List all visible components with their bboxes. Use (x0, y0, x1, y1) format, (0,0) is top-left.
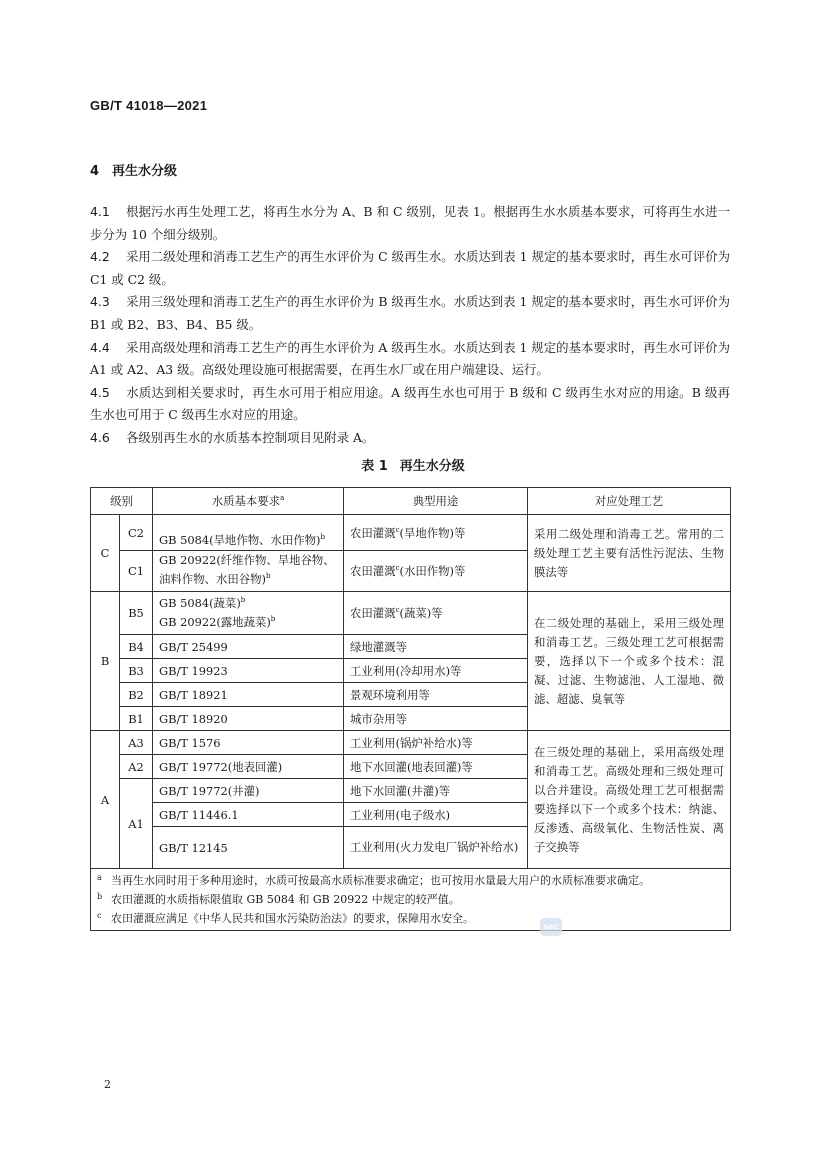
use-cell: 地下水回灌(地表回灌)等 (344, 755, 528, 779)
section-heading (90, 160, 177, 179)
col-header-requirement: 水质基本要求$^a$ (153, 488, 344, 515)
use-cell: 农田灌溉$^c$(水田作物)等 (344, 551, 528, 592)
process-cell-a: 在三级处理的基础上，采用高级处理和消毒工艺。高级处理和三级处理可以合并建设。高级处理工艺可根据需要选择以下一个或多个技术：纳滤、反渗透、高级氧化、生物活性炭、离子交换等 (528, 731, 731, 869)
paragraph-number: 4.6 (90, 429, 110, 445)
use-cell: 工业利用(冷却用水)等 (344, 659, 528, 683)
paragraph (90, 201, 730, 246)
requirement-cell: GB/T 19772(井灌) (153, 779, 344, 803)
sub-grade: B2 (120, 683, 153, 707)
paragraph (90, 291, 730, 336)
process-cell-c: 采用二级处理和消毒工艺。常用的二级处理工艺主要有活性污泥法、生物膜法等 (528, 515, 731, 592)
requirement-cell: GB 5084(蔬菜)$^b$ GB 20922(露地蔬菜)$^b$ (153, 592, 344, 635)
grade-group-c: C (91, 515, 120, 592)
paragraph (90, 382, 730, 427)
use-cell: 工业利用(电子级水) (344, 803, 528, 827)
requirement-cell: GB/T 19923 (153, 659, 344, 683)
use-cell: 农田灌溉$^c$(旱地作物)等 (344, 515, 528, 551)
use-cell: 绿地灌溉等 (344, 635, 528, 659)
requirement-cell: GB 5084(旱地作物、水田作物)$^b$ (153, 515, 344, 551)
grade-group-b: B (91, 592, 120, 731)
paragraph-text: 根据污水再生处理工艺，将再生水分为 A、B 和 C 级别，见表 1。根据再生水水质基本要求，可将再生水进一步分为 10 个细分级别。 (90, 204, 730, 242)
table-caption-number: 表 1 (361, 459, 388, 474)
sub-grade: B4 (120, 635, 153, 659)
paragraph (90, 427, 730, 450)
requirement-cell: GB 20922(纤维作物、旱地谷物、油料作物、水田谷物)$^b$ (153, 551, 344, 592)
table-note: c 农田灌溉应满足《中华人民共和国水污染防治法》的要求，保障用水安全。 (97, 911, 474, 925)
section-title: 再生水分级 (112, 164, 178, 179)
section-number: 4 (90, 164, 100, 179)
paragraph-number: 4.4 (90, 339, 110, 355)
standard-code: GB/T 41018—2021 (90, 98, 208, 113)
paragraph-number: 4.2 (90, 249, 110, 265)
sub-grade: C1 (120, 551, 153, 592)
use-cell: 工业利用(锅炉补给水)等 (344, 731, 528, 755)
sub-grade: A3 (120, 731, 153, 755)
col-header-grade: 级别 (91, 488, 153, 515)
paragraph-text: 各级别再生水的水质基本控制项目见附录 A。 (126, 429, 375, 445)
paragraph-text: 采用高级处理和消毒工艺生产的再生水评价为 A 级再生水。水质达到表 1 规定的基本要求时，再生水可评价为 A1 或 A2、A3 级。高级处理设施可根据需要，在再生水厂或在用户端建设、运行。 (90, 339, 730, 378)
table-row (91, 731, 731, 755)
table-caption (0, 455, 826, 474)
table-notes-row (91, 869, 731, 931)
requirement-cell: GB/T 1576 (153, 731, 344, 755)
process-cell-b: 在二级处理的基础上，采用三级处理和消毒工艺。三级处理工艺可根据需要，选择以下一个或多个技术：混凝、过滤、生物滤池、人工湿地、微滤、超滤、臭氧等 (528, 592, 731, 731)
grade-group-a: A (91, 731, 120, 869)
sac-watermark-logo: sac (540, 918, 562, 936)
requirement-cell: GB/T 25499 (153, 635, 344, 659)
paragraph-number: 4.3 (90, 294, 110, 310)
col-header-process: 对应处理工艺 (528, 488, 731, 515)
use-cell: 地下水回灌(井灌)等 (344, 779, 528, 803)
paragraph-text: 采用三级处理和消毒工艺生产的再生水评价为 B 级再生水。水质达到表 1 规定的基本要求时，再生水可评价为 B1 或 B2、B3、B4、B5 级。 (90, 294, 730, 332)
paragraph-list (90, 201, 730, 450)
page-number: 2 (104, 1078, 111, 1091)
sub-grade: A2 (120, 755, 153, 779)
sub-grade: B5 (120, 592, 153, 635)
sub-grade: B3 (120, 659, 153, 683)
table-caption-title: 再生水分级 (399, 459, 465, 474)
sub-grade: B1 (120, 707, 153, 731)
sub-grade: A1 (120, 779, 153, 869)
requirement-cell: GB/T 11446.1 (153, 803, 344, 827)
reclaimed-water-grade-table (90, 487, 731, 931)
use-cell: 城市杂用等 (344, 707, 528, 731)
table-row (91, 515, 731, 551)
paragraph-number: 4.5 (90, 384, 110, 400)
table-note: b 农田灌溉的水质指标限值取 GB 5084 和 GB 20922 中规定的较严值。 (97, 892, 460, 906)
table-header-row (91, 488, 731, 515)
paragraph (90, 337, 730, 382)
requirement-cell: GB/T 12145 (153, 827, 344, 869)
table-note: a 当再生水同时用于多种用途时，水质可按最高水质标准要求确定；也可按用水量最大用户的水质标准要求确定。 (97, 873, 650, 887)
col-header-use: 典型用途 (344, 488, 528, 515)
paragraph (90, 246, 730, 291)
use-cell: 工业利用(火力发电厂锅炉补给水) (344, 827, 528, 869)
paragraph-text: 水质达到相关要求时，再生水可用于相应用途。A 级再生水也可用于 B 级和 C 级再生水对应的用途。B 级再生水也可用于 C 级再生水对应的用途。 (90, 384, 730, 423)
table-notes (91, 869, 731, 931)
use-cell: 景观环境利用等 (344, 683, 528, 707)
requirement-cell: GB/T 19772(地表回灌) (153, 755, 344, 779)
paragraph-number: 4.1 (90, 204, 110, 219)
sub-grade: C2 (120, 515, 153, 551)
requirement-cell: GB/T 18920 (153, 707, 344, 731)
requirement-cell: GB/T 18921 (153, 683, 344, 707)
paragraph-text: 采用二级处理和消毒工艺生产的再生水评价为 C 级再生水。水质达到表 1 规定的基本要求时，再生水可评价为 C1 或 C2 级。 (90, 249, 730, 287)
use-cell: 农田灌溉$^c$(蔬菜)等 (344, 592, 528, 635)
table-row (91, 592, 731, 635)
